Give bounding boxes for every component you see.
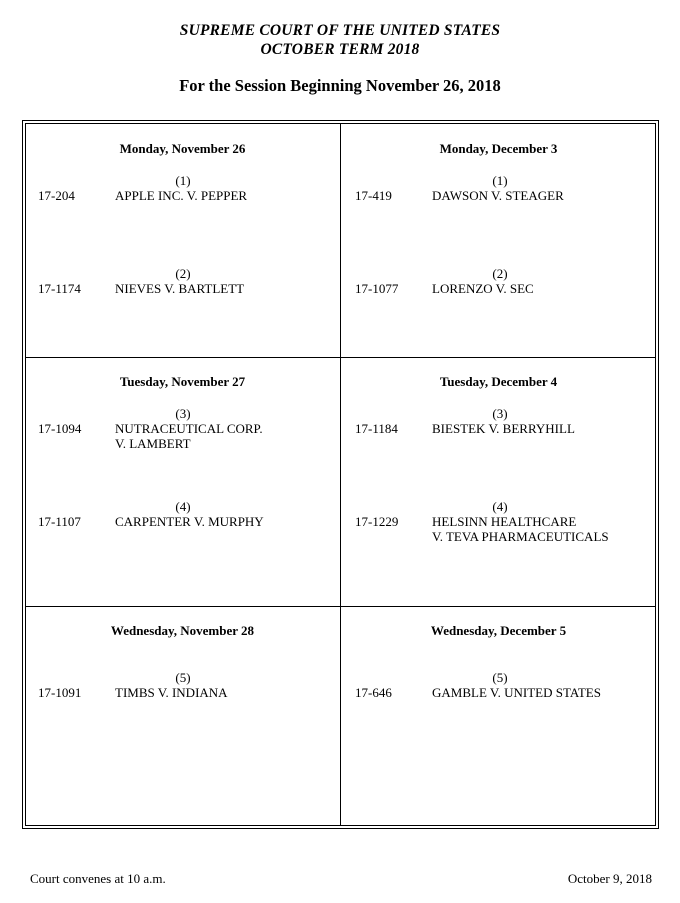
row-divider-1 bbox=[25, 357, 656, 358]
case-name: TIMBS V. INDIANA bbox=[115, 685, 228, 700]
docket-number: 17-204 bbox=[38, 188, 75, 203]
case-name: CARPENTER V. MURPHY bbox=[115, 514, 264, 529]
case-name: NIEVES V. BARTLETT bbox=[115, 281, 245, 296]
day-heading-tue-nov-27: Tuesday, November 27 bbox=[119, 374, 246, 389]
argument-number: (1) bbox=[492, 173, 508, 188]
case-name: HELSINN HEALTHCARE bbox=[432, 514, 577, 529]
court-title: SUPREME COURT OF THE UNITED STATES bbox=[179, 22, 501, 39]
session-title: For the Session Beginning November 26, 2018 bbox=[179, 76, 501, 95]
case-name: NUTRACEUTICAL CORP. bbox=[115, 421, 263, 436]
docket-number: 17-1091 bbox=[38, 685, 82, 700]
argument-number: (1) bbox=[175, 173, 191, 188]
day-heading-wed-nov-28: Wednesday, November 28 bbox=[110, 623, 255, 638]
docket-number: 17-1229 bbox=[355, 514, 399, 529]
argument-number: (5) bbox=[492, 670, 508, 685]
argument-number: (4) bbox=[175, 499, 191, 514]
docket-number: 17-1107 bbox=[38, 514, 81, 529]
day-heading-mon-dec-3: Monday, December 3 bbox=[439, 141, 558, 156]
argument-number: (3) bbox=[492, 406, 508, 421]
row-divider-2 bbox=[25, 606, 656, 607]
term-title: OCTOBER TERM 2018 bbox=[260, 41, 420, 58]
day-heading-wed-dec-5: Wednesday, December 5 bbox=[430, 623, 567, 638]
column-divider bbox=[340, 123, 341, 826]
argument-number: (3) bbox=[175, 406, 191, 421]
docket-number: 17-1174 bbox=[38, 281, 81, 296]
case-name: BIESTEK V. BERRYHILL bbox=[432, 421, 575, 436]
docket-number: 17-419 bbox=[355, 188, 392, 203]
court-convenes-note: Court convenes at 10 a.m. bbox=[30, 871, 166, 886]
case-name-continued: V. LAMBERT bbox=[115, 436, 191, 451]
docket-number: 17-1094 bbox=[38, 421, 82, 436]
case-name: LORENZO V. SEC bbox=[432, 281, 534, 296]
case-name: DAWSON V. STEAGER bbox=[432, 188, 564, 203]
argument-number: (2) bbox=[175, 266, 191, 281]
docket-number: 17-646 bbox=[355, 685, 392, 700]
docket-number: 17-1184 bbox=[355, 421, 398, 436]
case-name: GAMBLE V. UNITED STATES bbox=[432, 685, 601, 700]
issue-date: October 9, 2018 bbox=[567, 871, 652, 886]
day-heading-tue-dec-4: Tuesday, December 4 bbox=[439, 374, 558, 389]
case-name-continued: V. TEVA PHARMACEUTICALS bbox=[432, 529, 609, 544]
case-name: APPLE INC. V. PEPPER bbox=[115, 188, 248, 203]
argument-number: (5) bbox=[175, 670, 191, 685]
docket-number: 17-1077 bbox=[355, 281, 399, 296]
day-heading-mon-nov-26: Monday, November 26 bbox=[119, 141, 246, 156]
argument-number: (2) bbox=[492, 266, 508, 281]
argument-number: (4) bbox=[492, 499, 508, 514]
